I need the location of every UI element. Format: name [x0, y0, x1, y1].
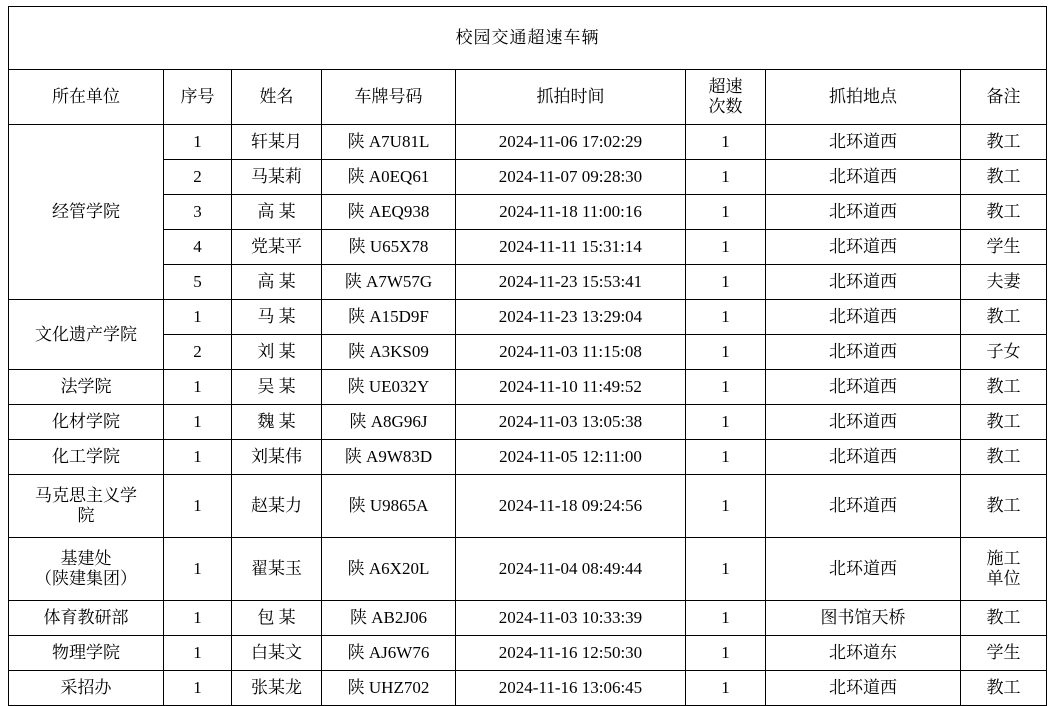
- cell-note: 教工: [961, 370, 1047, 405]
- table-row: [9, 195, 1047, 230]
- cell-unit: 马克思主义学 院: [9, 475, 164, 538]
- cell-place: 北环道东: [766, 636, 961, 671]
- table-row: [9, 265, 1047, 300]
- cell-place: 北环道西: [766, 405, 961, 440]
- cell-plate: 陕 A3KS09: [322, 335, 456, 370]
- cell-count: 1: [686, 125, 766, 160]
- cell-name: 张某龙: [232, 671, 322, 706]
- cell-name: 包 某: [232, 601, 322, 636]
- cell-name: 党某平: [232, 230, 322, 265]
- cell-name: 马某莉: [232, 160, 322, 195]
- cell-seq: 1: [164, 601, 232, 636]
- cell-time: 2024-11-03 10:33:39: [456, 601, 686, 636]
- cell-count: 1: [686, 230, 766, 265]
- cell-place: 北环道西: [766, 370, 961, 405]
- cell-note: 施工 单位: [961, 538, 1047, 601]
- cell-seq: 1: [164, 405, 232, 440]
- column-header-place: 抓拍地点: [766, 70, 961, 125]
- table-row: [9, 601, 1047, 636]
- cell-time: 2024-11-03 11:15:08: [456, 335, 686, 370]
- table-row: [9, 230, 1047, 265]
- cell-count: 1: [686, 671, 766, 706]
- cell-note: 教工: [961, 300, 1047, 335]
- cell-unit: 化材学院: [9, 405, 164, 440]
- cell-note: 教工: [961, 671, 1047, 706]
- cell-seq: 2: [164, 160, 232, 195]
- cell-seq: 1: [164, 370, 232, 405]
- cell-count: 1: [686, 370, 766, 405]
- cell-note: 教工: [961, 475, 1047, 538]
- cell-count: 1: [686, 405, 766, 440]
- cell-note: 教工: [961, 195, 1047, 230]
- cell-note: 夫妻: [961, 265, 1047, 300]
- cell-place: 北环道西: [766, 300, 961, 335]
- cell-time: 2024-11-18 09:24:56: [456, 475, 686, 538]
- cell-name: 轩某月: [232, 125, 322, 160]
- cell-name: 赵某力: [232, 475, 322, 538]
- cell-unit: 体育教研部: [9, 601, 164, 636]
- cell-count: 1: [686, 335, 766, 370]
- column-header-time: 抓拍时间: [456, 70, 686, 125]
- cell-plate: 陕 AEQ938: [322, 195, 456, 230]
- cell-unit: 文化遗产学院: [9, 300, 164, 370]
- table-row: [9, 405, 1047, 440]
- cell-note: 教工: [961, 125, 1047, 160]
- cell-name: 吴 某: [232, 370, 322, 405]
- cell-unit: 物理学院: [9, 636, 164, 671]
- cell-plate: 陕 A15D9F: [322, 300, 456, 335]
- cell-time: 2024-11-04 08:49:44: [456, 538, 686, 601]
- cell-name: 翟某玉: [232, 538, 322, 601]
- cell-count: 1: [686, 440, 766, 475]
- cell-plate: 陕 AB2J06: [322, 601, 456, 636]
- cell-plate: 陕 UHZ702: [322, 671, 456, 706]
- column-header-name: 姓名: [232, 70, 322, 125]
- cell-time: 2024-11-23 13:29:04: [456, 300, 686, 335]
- cell-count: 1: [686, 636, 766, 671]
- cell-place: 北环道西: [766, 671, 961, 706]
- cell-plate: 陕 AJ6W76: [322, 636, 456, 671]
- cell-seq: 1: [164, 440, 232, 475]
- table-row: [9, 671, 1047, 706]
- cell-plate: 陕 A9W83D: [322, 440, 456, 475]
- cell-name: 刘某伟: [232, 440, 322, 475]
- cell-unit: 基建处 （陕建集团）: [9, 538, 164, 601]
- cell-place: 北环道西: [766, 538, 961, 601]
- cell-count: 1: [686, 475, 766, 538]
- cell-seq: 4: [164, 230, 232, 265]
- cell-note: 教工: [961, 440, 1047, 475]
- column-header-unit: 所在单位: [9, 70, 164, 125]
- cell-name: 魏 某: [232, 405, 322, 440]
- cell-place: 北环道西: [766, 335, 961, 370]
- cell-time: 2024-11-16 13:06:45: [456, 671, 686, 706]
- cell-name: 高 某: [232, 195, 322, 230]
- cell-count: 1: [686, 300, 766, 335]
- cell-plate: 陕 A7U81L: [322, 125, 456, 160]
- cell-time: 2024-11-23 15:53:41: [456, 265, 686, 300]
- column-header-seq: 序号: [164, 70, 232, 125]
- cell-plate: 陕 A7W57G: [322, 265, 456, 300]
- table-row: [9, 160, 1047, 195]
- document-title: 校园交通超速车辆: [9, 7, 1047, 70]
- cell-name: 刘 某: [232, 335, 322, 370]
- cell-place: 北环道西: [766, 475, 961, 538]
- cell-count: 1: [686, 195, 766, 230]
- cell-count: 1: [686, 265, 766, 300]
- cell-place: 北环道西: [766, 125, 961, 160]
- table-row: [9, 538, 1047, 601]
- cell-time: 2024-11-03 13:05:38: [456, 405, 686, 440]
- cell-note: 学生: [961, 636, 1047, 671]
- cell-seq: 1: [164, 671, 232, 706]
- cell-time: 2024-11-07 09:28:30: [456, 160, 686, 195]
- cell-note: 教工: [961, 160, 1047, 195]
- cell-place: 北环道西: [766, 265, 961, 300]
- cell-time: 2024-11-10 11:49:52: [456, 370, 686, 405]
- cell-unit: 化工学院: [9, 440, 164, 475]
- cell-time: 2024-11-16 12:50:30: [456, 636, 686, 671]
- cell-place: 图书馆天桥: [766, 601, 961, 636]
- cell-name: 白某文: [232, 636, 322, 671]
- cell-plate: 陕 A8G96J: [322, 405, 456, 440]
- cell-place: 北环道西: [766, 195, 961, 230]
- header-row: [9, 70, 1047, 125]
- column-header-count: 超速 次数: [686, 70, 766, 125]
- cell-count: 1: [686, 160, 766, 195]
- cell-count: 1: [686, 538, 766, 601]
- speeding-vehicles-table: [8, 6, 1047, 706]
- cell-seq: 1: [164, 300, 232, 335]
- cell-place: 北环道西: [766, 230, 961, 265]
- cell-unit: 采招办: [9, 671, 164, 706]
- table-row: [9, 475, 1047, 538]
- title-row: [9, 7, 1047, 70]
- cell-time: 2024-11-05 12:11:00: [456, 440, 686, 475]
- table-row: [9, 636, 1047, 671]
- cell-seq: 3: [164, 195, 232, 230]
- cell-note: 子女: [961, 335, 1047, 370]
- cell-seq: 1: [164, 125, 232, 160]
- cell-seq: 5: [164, 265, 232, 300]
- cell-seq: 1: [164, 538, 232, 601]
- cell-time: 2024-11-11 15:31:14: [456, 230, 686, 265]
- table-row: [9, 370, 1047, 405]
- cell-seq: 1: [164, 636, 232, 671]
- table-row: [9, 300, 1047, 335]
- cell-plate: 陕 A0EQ61: [322, 160, 456, 195]
- cell-time: 2024-11-18 11:00:16: [456, 195, 686, 230]
- table-row: [9, 335, 1047, 370]
- cell-unit: 经管学院: [9, 125, 164, 300]
- cell-seq: 1: [164, 475, 232, 538]
- column-header-note: 备注: [961, 70, 1047, 125]
- cell-plate: 陕 UE032Y: [322, 370, 456, 405]
- cell-note: 教工: [961, 601, 1047, 636]
- table-row: [9, 125, 1047, 160]
- cell-place: 北环道西: [766, 440, 961, 475]
- cell-time: 2024-11-06 17:02:29: [456, 125, 686, 160]
- cell-note: 学生: [961, 230, 1047, 265]
- cell-plate: 陕 U65X78: [322, 230, 456, 265]
- cell-unit: 法学院: [9, 370, 164, 405]
- column-header-plate: 车牌号码: [322, 70, 456, 125]
- cell-plate: 陕 U9865A: [322, 475, 456, 538]
- cell-name: 高 某: [232, 265, 322, 300]
- cell-note: 教工: [961, 405, 1047, 440]
- cell-count: 1: [686, 601, 766, 636]
- cell-place: 北环道西: [766, 160, 961, 195]
- table-row: [9, 440, 1047, 475]
- cell-plate: 陕 A6X20L: [322, 538, 456, 601]
- cell-seq: 2: [164, 335, 232, 370]
- cell-name: 马 某: [232, 300, 322, 335]
